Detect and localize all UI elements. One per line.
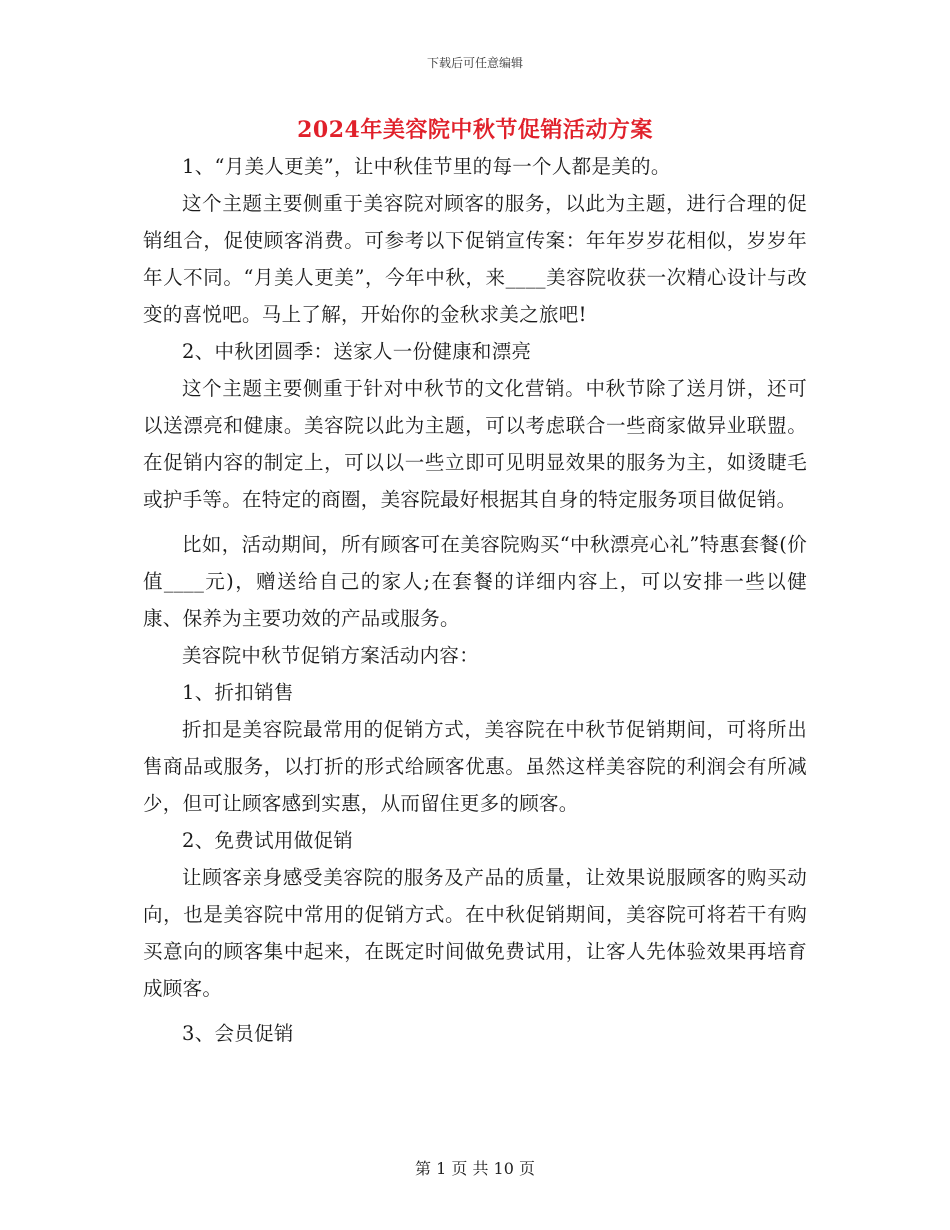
item-heading-member: 3、会员促销 [182,1022,294,1045]
paragraph-1: 这个主题主要侧重于美容院对顾客的服务，以此为主题，进行合理的促销组合，促使顾客消费。可参考以下促销宣传案：年年岁岁花相似，岁岁年年人不同。“月美人更美”，今年中秋，来____美容院收获一次精心设计与改变的喜悦吧。马上了解，开始你的金秋求美之旅吧! [143,192,807,326]
section-heading-1: 1、“月美人更美”，让中秋佳节里的每一个人都是美的。 [182,155,671,178]
paragraph-discount: 折扣是美容院最常用的促销方式，美容院在中秋节促销期间，可将所出售商品或服务，以打折的形式给顾客优惠。虽然这样美容院的利润会有所减少，但可让顾客感到实惠，从而留住更多的顾客。 [143,718,807,815]
section-heading-2: 2、中秋团圆季：送家人一份健康和漂亮 [182,340,532,363]
page-footer: 第 1 页 共 10 页 [415,1159,535,1178]
activity-content-heading: 美容院中秋节促销方案活动内容： [182,644,480,667]
header-note: 下载后可任意编辑 [426,56,523,70]
document-title: 2024年美容院中秋节促销活动方案 [297,117,653,143]
item-heading-discount: 1、折扣销售 [182,681,294,704]
document-body [143,148,807,1052]
item-heading-free-trial: 2、免费试用做促销 [182,829,354,852]
paragraph-free-trial: 让顾客亲身感受美容院的服务及产品的质量，让效果说服顾客的购买动向，也是美容院中常用的促销方式。在中秋促销期间，美容院可将若干有购买意向的顾客集中起来，在既定时间做免费试用，让客人先体验效果再培育成顾客。 [143,866,807,1000]
paragraph-3: 比如，活动期间，所有顾客可在美容院购买“中秋漂亮心礼”特惠套餐(价值____元)，赠送给自己的家人;在套餐的详细内容上，可以安排一些以健康、保养为主要功效的产品或服务。 [143,533,807,630]
paragraph-2: 这个主题主要侧重于针对中秋节的文化营销。中秋节除了送月饼，还可以送漂亮和健康。美容院以此为主题，可以考虑联合一些商家做异业联盟。在促销内容的制定上，可以以一些立即可见明显效果的服务为主，如烫睫毛或护手等。在特定的商圈，美容院最好根据其自身的特定服务项目做促销。 [143,377,807,511]
